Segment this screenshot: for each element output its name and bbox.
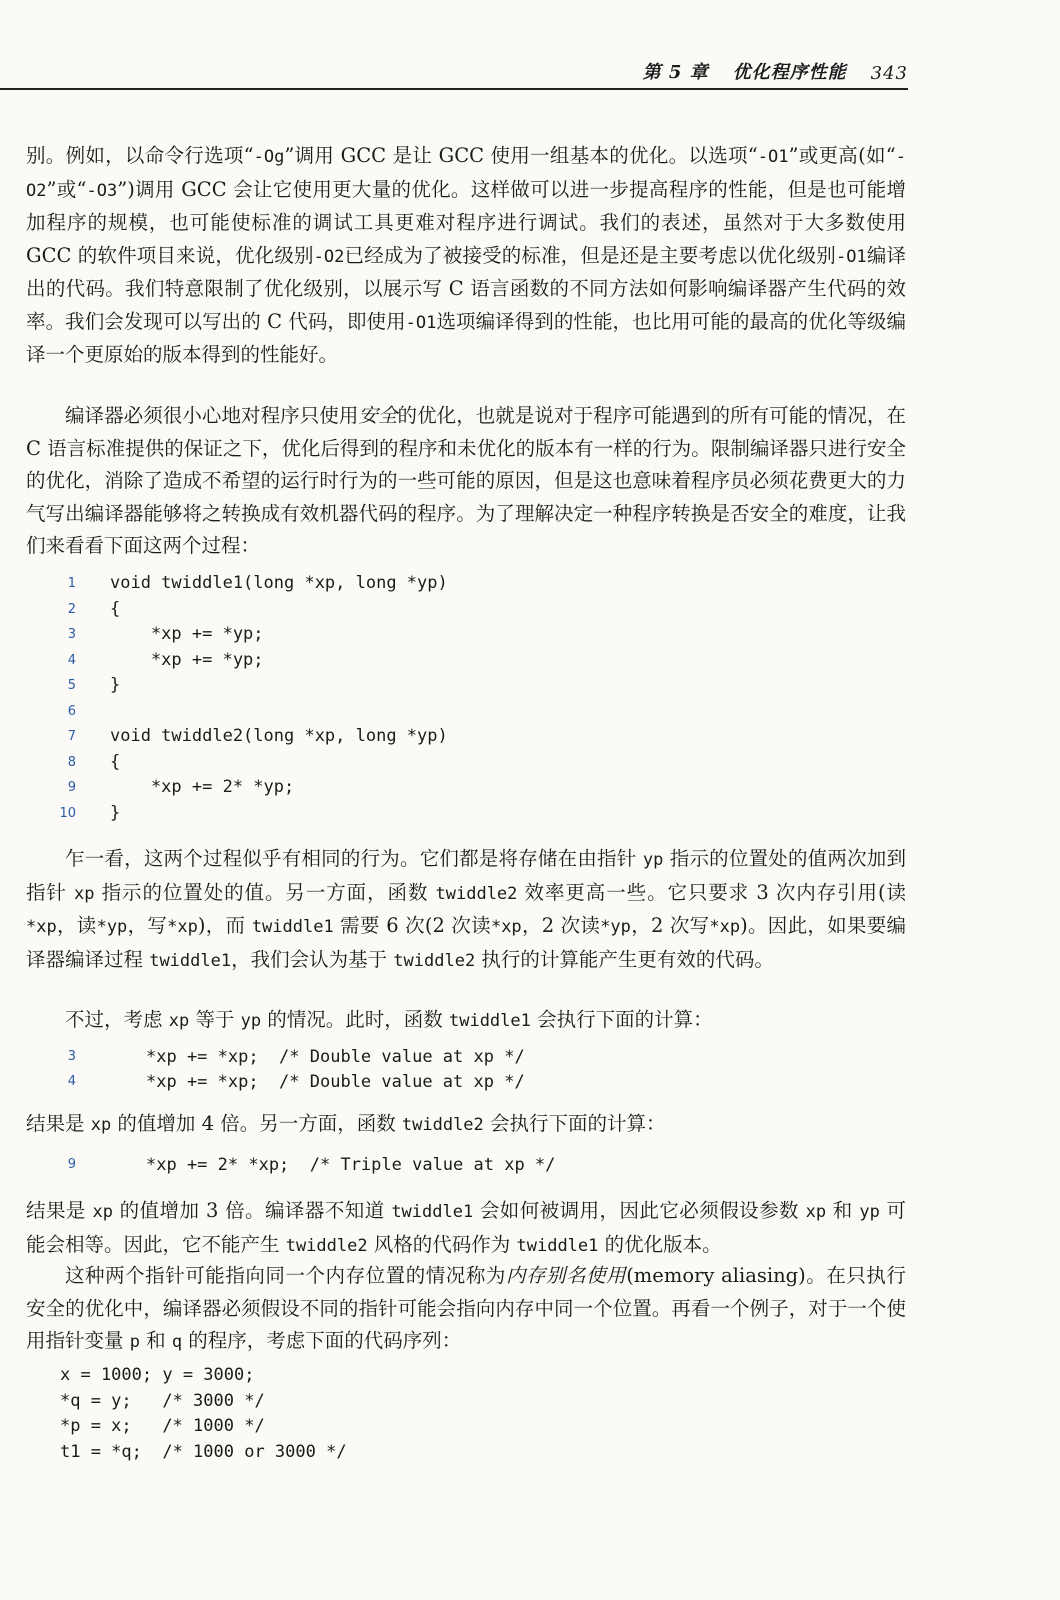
code-text: { (110, 751, 121, 772)
code-line (0, 724, 900, 750)
code-text: } (110, 675, 121, 695)
paragraph-twiddle-comparison: 乍一看，这两个过程似乎有相同的行为。它们都是将存储在由指针 yp 指示的位置处的值两次加到指针 xp 指示的位置处的值。另一方面，函数 twiddle2 效率更高一些。它只要求 3 次内存引用(读*xp，读*yp，写*xp)，而 twiddle1 需要 6 次(2 次读*xp，2 次读*yp，2 次写*xp)。因此，如果要编译器编译过程 twiddle1，我们会认为基于 twiddle2 执行的计算能产生更有效的代码。 (26, 847, 907, 971)
code-text: *p = x; /* 1000 */ (60, 1416, 265, 1436)
paragraph-result-three: 结果是 xp 的值增加 3 倍。编译器不知道 twiddle1 会如何被调用，因此它必须假设参数 xp 和 yp 可能会相等。因此，它不能产生 twiddle2 风格的代码作为 twiddle1 的优化版本。 (26, 1199, 907, 1256)
code-line (0, 648, 900, 674)
code-text: *xp += *yp; (110, 649, 264, 670)
line-number: 9 (67, 780, 76, 795)
code-line (0, 571, 900, 597)
code-text: *xp += *xp; /* Double value at xp */ (146, 1071, 525, 1092)
paragraph-memory-aliasing: 这种两个指针可能指向同一个内存位置的情况称为内存别名使用(memory aliasing)。在只执行安全的优化中，编译器必须假设不同的指针可能会指向内存中同一个位置。再看一个例子，对于一个使用指针变量 p 和 q 的程序，考虑下面的代码序列： (26, 1264, 906, 1352)
line-number: 2 (67, 601, 76, 617)
code-line (0, 1153, 900, 1178)
code-line (0, 750, 900, 776)
running-header (0, 50, 908, 84)
code-text: void twiddle1(long *xp, long *yp) (110, 573, 448, 593)
code-text: { (110, 598, 121, 619)
line-number: 3 (67, 1049, 76, 1064)
code-line (0, 775, 900, 801)
code-text: *xp += *yp; (110, 624, 264, 644)
code-line (0, 1414, 900, 1440)
code-line (0, 622, 900, 648)
code-text: *xp += *xp; /* Double value at xp */ (146, 1047, 525, 1067)
code-line (0, 597, 900, 623)
header-rule (0, 88, 908, 90)
line-number: 9 (67, 1157, 76, 1172)
paragraph-xp-equals-yp: 不过，考虑 xp 等于 yp 的情况。此时，函数 twiddle1 会执行下面的计算： (65, 1008, 713, 1031)
code-line (0, 801, 900, 827)
code-line (0, 1363, 900, 1389)
chapter-title: 优化程序性能 (732, 62, 847, 83)
code-text: x = 1000; y = 3000; (60, 1365, 255, 1385)
line-number: 4 (67, 652, 76, 668)
code-text: t1 = *q; /* 1000 or 3000 */ (60, 1441, 347, 1462)
code-line (0, 1389, 900, 1415)
code-listing-triple (0, 1153, 900, 1178)
code-line (0, 673, 900, 699)
code-listing-aliasing (0, 1363, 900, 1465)
page-number: 343 (870, 63, 908, 84)
line-number: 5 (67, 678, 76, 693)
chapter-label: 第 5 章 (642, 62, 709, 83)
code-text: } (110, 802, 121, 823)
code-line (0, 1440, 900, 1466)
line-number: 4 (67, 1073, 76, 1089)
code-listing-double (0, 1045, 900, 1094)
code-line (0, 1045, 900, 1070)
code-text: *q = y; /* 3000 */ (60, 1390, 265, 1411)
code-line (0, 1070, 900, 1095)
line-number: 7 (67, 729, 76, 744)
code-text: void twiddle2(long *xp, long *yp) (110, 726, 448, 746)
line-number: 3 (67, 627, 76, 642)
line-number: 6 (67, 703, 76, 719)
code-text: *xp += 2* *yp; (110, 777, 295, 797)
line-number: 1 (67, 576, 76, 591)
paragraph-optimization-levels: 别。例如，以命令行选项“-Og”调用 GCC 是让 GCC 使用一组基本的优化。以选项“-O1”或更高(如“-O2”或“-O3”)调用 GCC 会让它使用更大量的优化。这样做可以进一步提高程序的性能，但是也可能增加程序的规模，也可能使标准的调试工具更难对程序进行调试。我们的表述，虽然对于大多数使用 GCC 的软件项目来说，优化级别-O2已经成为了被接受的标准，但是还是主要考虑以优化级别-O1编译出的代码。我们特意限制了优化级别，以展示写 C 语言函数的不同方法如何影响编译器产生代码的效率。我们会发现可以写出的 C 代码，即使用-O1选项编译得到的性能，也比用可能的最高的优化等级编译一个更原始的版本得到的性能好。 (26, 144, 906, 366)
code-text: *xp += 2* *xp; /* Triple value at xp */ (146, 1155, 556, 1175)
code-listing-twiddle (0, 571, 900, 826)
paragraph-result-four: 结果是 xp 的值增加 4 倍。另一方面，函数 twiddle2 会执行下面的计算： (26, 1112, 666, 1135)
line-number: 10 (59, 805, 76, 821)
paragraph-safe-optimization: 编译器必须很小心地对程序只使用安全的优化，也就是说对于程序可能遇到的所有可能的情况，在 C 语言标准提供的保证之下，优化后得到的程序和未优化的版本有一样的行为。限制编译器只进行安全的优化，消除了造成不希望的运行时行为的一些可能的原因，但是这也意味着程序员必须花费更大的力气写出编译器能够将之转换成有效机器代码的程序。为了理解决定一种程序转换是否安全的难度，让我们来看看下面这两个过程： (26, 404, 906, 557)
line-number: 8 (67, 754, 76, 770)
code-line (0, 699, 900, 725)
